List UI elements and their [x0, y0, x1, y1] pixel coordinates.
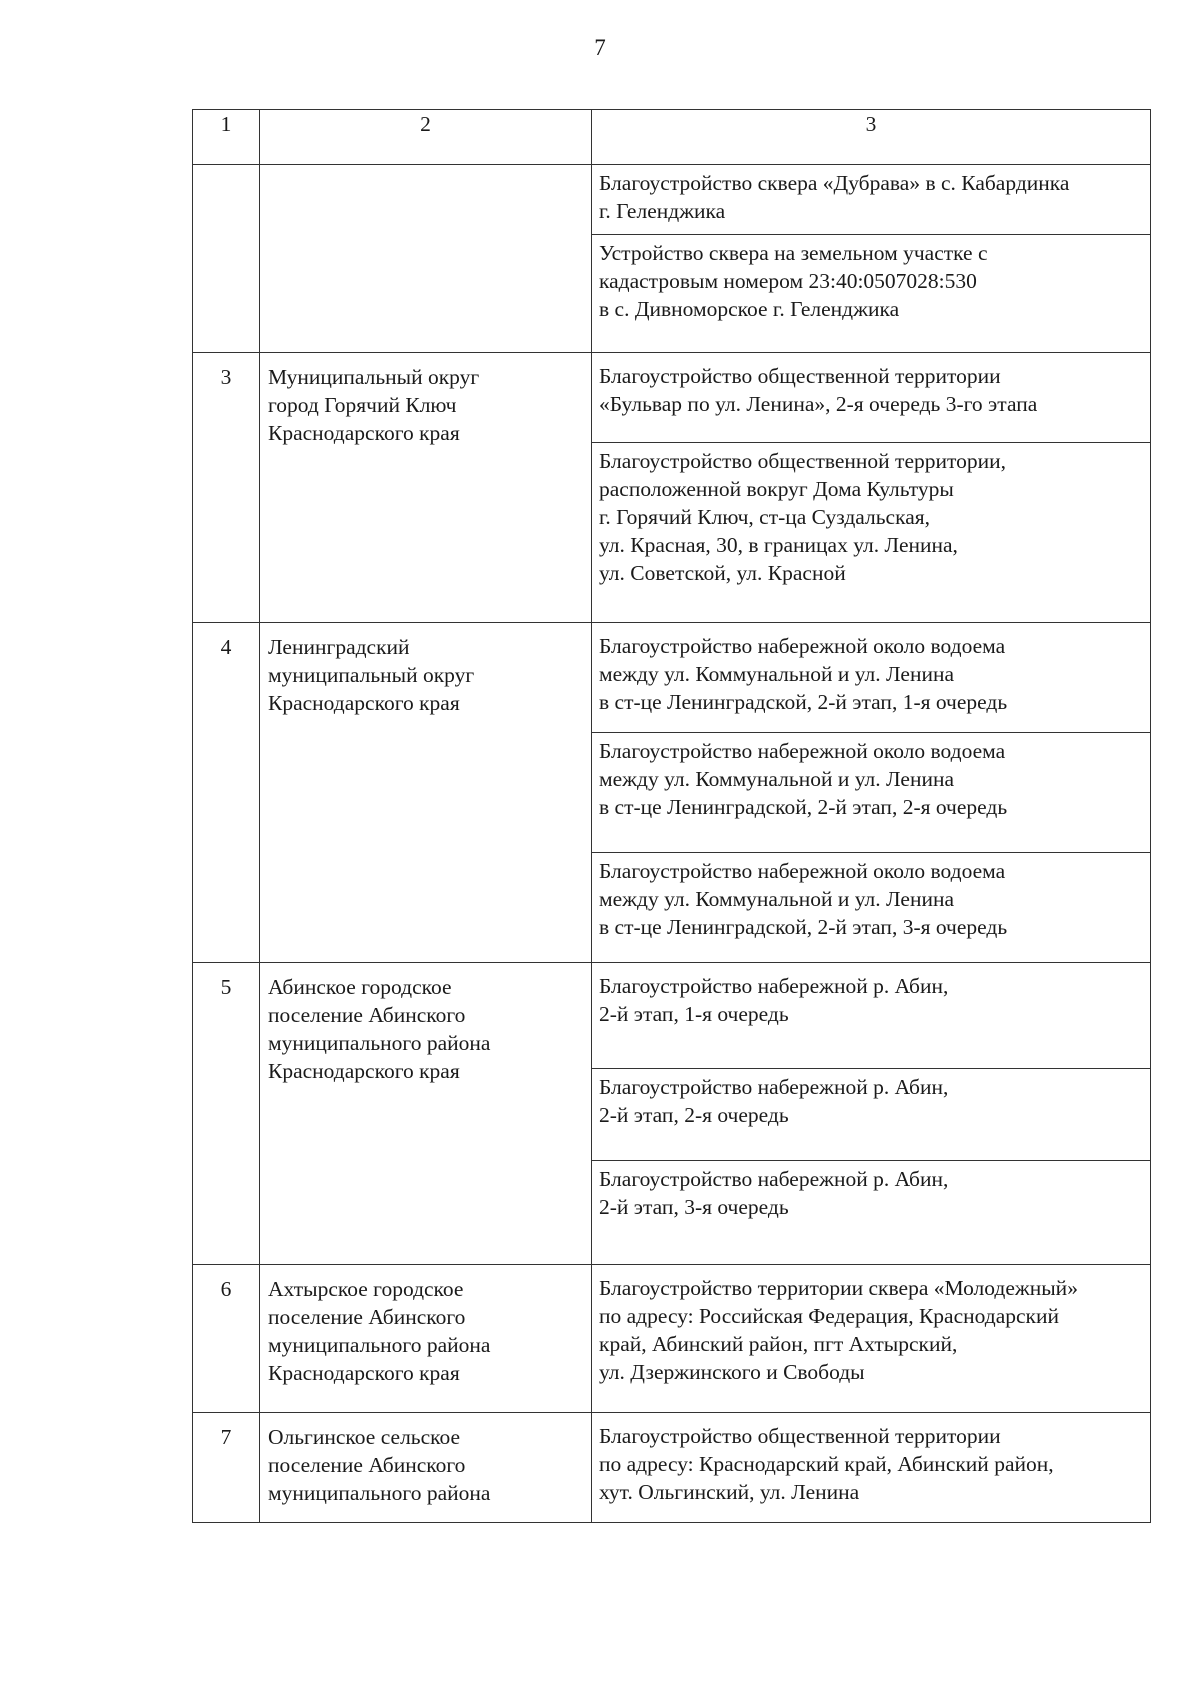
project-cell: Благоустройство набережной около водоема между ул. Коммунальной и ул. Ленина в ст-це Ленинградской, 2-й этап, 1-я очередь — [592, 623, 1151, 733]
project-cell: Благоустройство территории сквера «Молодежный» по адресу: Российская Федерация, Краснодарский край, Абинский район, пгт Ахтырский, ул. Дзержинского и Свободы — [592, 1265, 1151, 1413]
project-cell: Благоустройство набережной р. Абин, 2-й этап, 2-я очередь — [592, 1069, 1151, 1161]
table-row — [193, 353, 1151, 443]
project-cell: Благоустройство набережной около водоема между ул. Коммунальной и ул. Ленина в ст-це Ленинградской, 2-й этап, 3-я очередь — [592, 853, 1151, 963]
table-row — [193, 623, 1151, 733]
project-cell: Благоустройство общественной территории по адресу: Краснодарский край, Абинский район, хут. Ольгинский, ул. Ленина — [592, 1413, 1151, 1523]
municipality-cell — [260, 165, 592, 353]
table-header-row — [193, 110, 1151, 165]
project-cell: Благоустройство сквера «Дубрава» в с. Кабардинка г. Геленджика — [592, 165, 1151, 235]
municipality-cell: Ахтырское городское поселение Абинского муниципального района Краснодарского края — [260, 1265, 592, 1413]
municipality-cell: Ленинградский муниципальный округ Краснодарского края — [260, 623, 592, 963]
table-row — [193, 165, 1151, 235]
row-number-cell: 6 — [193, 1265, 260, 1413]
projects-table — [192, 109, 1151, 1523]
row-number-cell: 7 — [193, 1413, 260, 1523]
municipality-cell: Ольгинское сельское поселение Абинского муниципального района — [260, 1413, 592, 1523]
project-cell: Благоустройство общественной территории «Бульвар по ул. Ленина», 2-я очередь 3-го этапа — [592, 353, 1151, 443]
header-cell-2: 2 — [260, 110, 592, 165]
project-cell: Благоустройство набережной р. Абин, 2-й этап, 1-я очередь — [592, 963, 1151, 1069]
municipality-cell: Муниципальный округ город Горячий Ключ Краснодарского края — [260, 353, 592, 623]
table-row — [193, 1413, 1151, 1523]
table-row — [193, 1265, 1151, 1413]
project-cell: Благоустройство набережной р. Абин, 2-й этап, 3-я очередь — [592, 1161, 1151, 1265]
row-number-cell: 4 — [193, 623, 260, 963]
project-cell: Благоустройство набережной около водоема между ул. Коммунальной и ул. Ленина в ст-це Ленинградской, 2-й этап, 2-я очередь — [592, 733, 1151, 853]
header-cell-3: 3 — [592, 110, 1151, 165]
row-number-cell: 5 — [193, 963, 260, 1265]
row-number-cell — [193, 165, 260, 353]
page-number: 7 — [594, 35, 606, 60]
table-row — [193, 963, 1151, 1069]
project-cell: Устройство сквера на земельном участке с кадастровым номером 23:40:0507028:530 в с. Дивноморское г. Геленджика — [592, 235, 1151, 353]
header-cell-1: 1 — [193, 110, 260, 165]
municipality-cell: Абинское городское поселение Абинского муниципального района Краснодарского края — [260, 963, 592, 1265]
row-number-cell: 3 — [193, 353, 260, 623]
project-cell: Благоустройство общественной территории, расположенной вокруг Дома Культуры г. Горячий Ключ, ст-ца Суздальская, ул. Красная, 30, в границах ул. Ленина, ул. Советской, ул. Красной — [592, 443, 1151, 623]
